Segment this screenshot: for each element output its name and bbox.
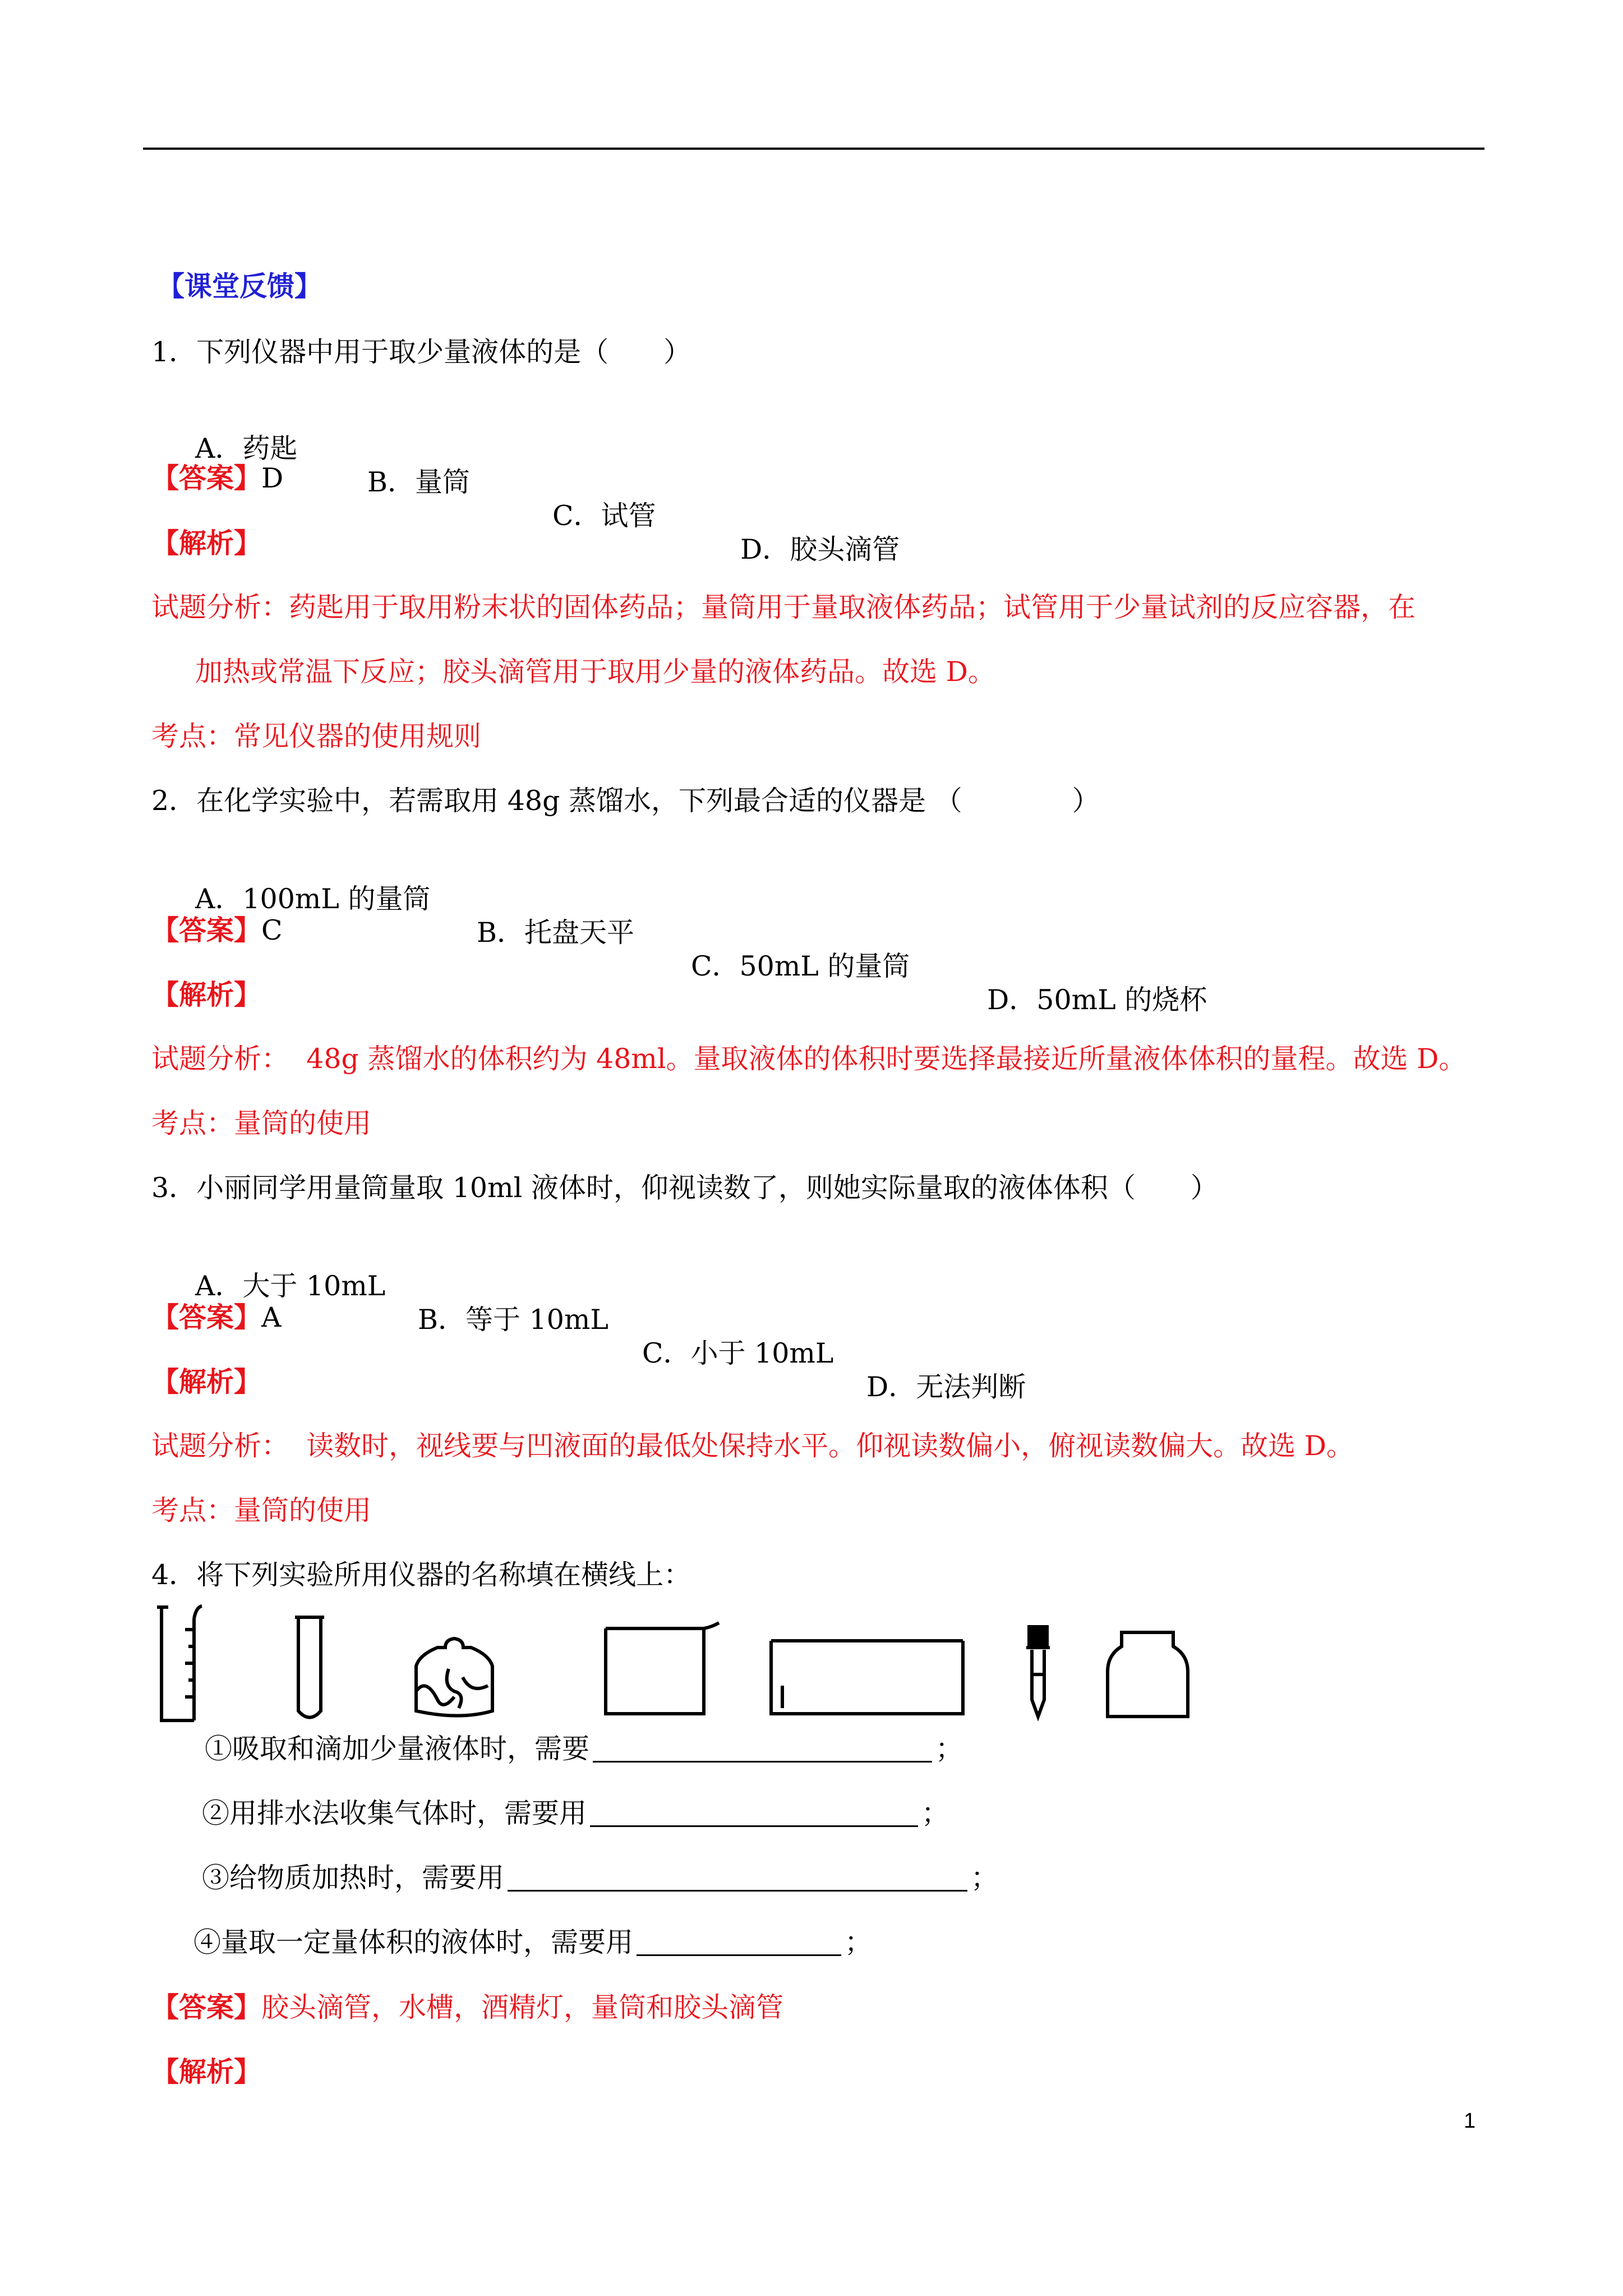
- answer-value: C: [261, 914, 283, 946]
- fill-item-2: [202, 1797, 949, 1830]
- alcohol-lamp-icon: [416, 1639, 492, 1716]
- fill-item-end: ；: [921, 1797, 949, 1829]
- question-3-stem: 3．小丽同学用量筒量取 10ml 液体时，仰视读数了，则她实际量取的液体体积（ ）: [151, 1172, 1218, 1204]
- question-1-stem: 1．下列仪器中用于取少量液体的是（ ）: [151, 336, 691, 368]
- answer-value: 胶头滴管，水槽，酒精灯，量筒和胶头滴管: [261, 1991, 784, 2023]
- answer-label: 【答案】: [151, 1301, 262, 1333]
- question-3-point: 考点：量筒的使用: [151, 1494, 372, 1526]
- answer-label: 【答案】: [151, 462, 262, 494]
- question-1-options: [0, 398, 1623, 600]
- section-title: 【课堂反馈】: [157, 270, 322, 302]
- beaker-icon: [606, 1623, 719, 1714]
- question-3-options: [0, 1236, 1623, 1438]
- question-3-analysis-label: 【解析】: [151, 1365, 262, 1398]
- question-2-point: 考点：量筒的使用: [151, 1107, 372, 1139]
- fill-item-1: [205, 1732, 963, 1766]
- fill-item-text: ④量取一定量体积的液体时，需要用: [193, 1926, 634, 1958]
- question-2-stem: 2．在化学实验中，若需取用 48g 蒸馏水，下列最合适的仪器是 （ ）: [151, 785, 1100, 817]
- option-c: C．试管: [552, 500, 656, 532]
- option-b: B．等于 10mL: [418, 1304, 608, 1336]
- fill-item-end: ；: [845, 1926, 873, 1958]
- answer-blank[interactable]: [637, 1932, 841, 1956]
- option-a: A．100mL 的量筒: [195, 883, 431, 915]
- question-1-answer: [151, 461, 283, 495]
- question-2-answer: [151, 913, 283, 947]
- option-a: A．药匙: [195, 432, 298, 464]
- question-2-analysis-label: 【解析】: [151, 978, 262, 1011]
- gas-jar-icon: [1108, 1632, 1188, 1717]
- question-3-answer: [151, 1300, 281, 1335]
- fill-item-text: ②用排水法收集气体时，需要用: [202, 1797, 587, 1829]
- page-number: 1: [1464, 2109, 1476, 2133]
- option-d: D．胶头滴管: [740, 533, 900, 565]
- header-rule: [143, 148, 1484, 150]
- option-c: C．小于 10mL: [642, 1337, 834, 1369]
- option-c: C．50mL 的量筒: [691, 950, 910, 982]
- dropper-icon: [1026, 1627, 1050, 1717]
- fill-item-end: ；: [935, 1733, 963, 1765]
- answer-blank[interactable]: [593, 1738, 932, 1763]
- question-1-analysis-line1: 试题分析：药匙用于取用粉末状的固体药品；量筒用于量取液体药品；试管用于少量试剂的反应容器，在: [151, 591, 1416, 623]
- option-b: B．量筒: [367, 466, 471, 498]
- option-d: D．50mL 的烧杯: [987, 984, 1207, 1016]
- answer-label: 【答案】: [151, 1991, 262, 2023]
- question-1-analysis-line2: 加热或常温下反应；胶头滴管用于取用少量的液体药品。故选 D。: [195, 656, 995, 688]
- test-tube-icon: [295, 1617, 324, 1718]
- answer-blank[interactable]: [508, 1867, 967, 1892]
- option-b: B．托盘天平: [477, 917, 635, 949]
- question-1-analysis-label: 【解析】: [151, 527, 262, 559]
- fill-item-text: ①吸取和滴加少量液体时，需要: [205, 1733, 590, 1765]
- instrument-figures: [157, 1602, 1245, 1725]
- fill-item-end: ；: [971, 1862, 999, 1894]
- question-1-point: 考点：常见仪器的使用规则: [151, 720, 482, 752]
- question-3-analysis-line1: 试题分析： 读数时，视线要与凹液面的最低处保持水平。仰视读数偏小，俯视读数偏大。故选 D。: [151, 1430, 1354, 1462]
- option-a: A．大于 10mL: [195, 1270, 386, 1302]
- water-trough-icon: [771, 1641, 963, 1714]
- question-2-options: [0, 849, 1623, 1051]
- fill-item-4: [193, 1926, 872, 1959]
- question-2-analysis-line1: 试题分析： 48g 蒸馏水的体积约为 48ml。量取液体的体积时要选择最接近所量液体体积的量程。故选 D。: [151, 1043, 1467, 1075]
- fill-item-3: [202, 1861, 998, 1895]
- answer-blank[interactable]: [590, 1803, 918, 1827]
- graduated-cylinder-icon: [157, 1606, 202, 1722]
- question-4-answer: [151, 1990, 783, 2024]
- answer-value: D: [261, 462, 284, 494]
- fill-item-text: ③给物质加热时，需要用: [202, 1862, 505, 1894]
- question-4-stem: 4．将下列实验所用仪器的名称填在横线上：: [151, 1559, 691, 1591]
- answer-label: 【答案】: [151, 914, 262, 946]
- answer-value: A: [261, 1301, 282, 1333]
- option-d: D．无法判断: [866, 1371, 1026, 1403]
- question-4-analysis-label: 【解析】: [151, 2055, 262, 2088]
